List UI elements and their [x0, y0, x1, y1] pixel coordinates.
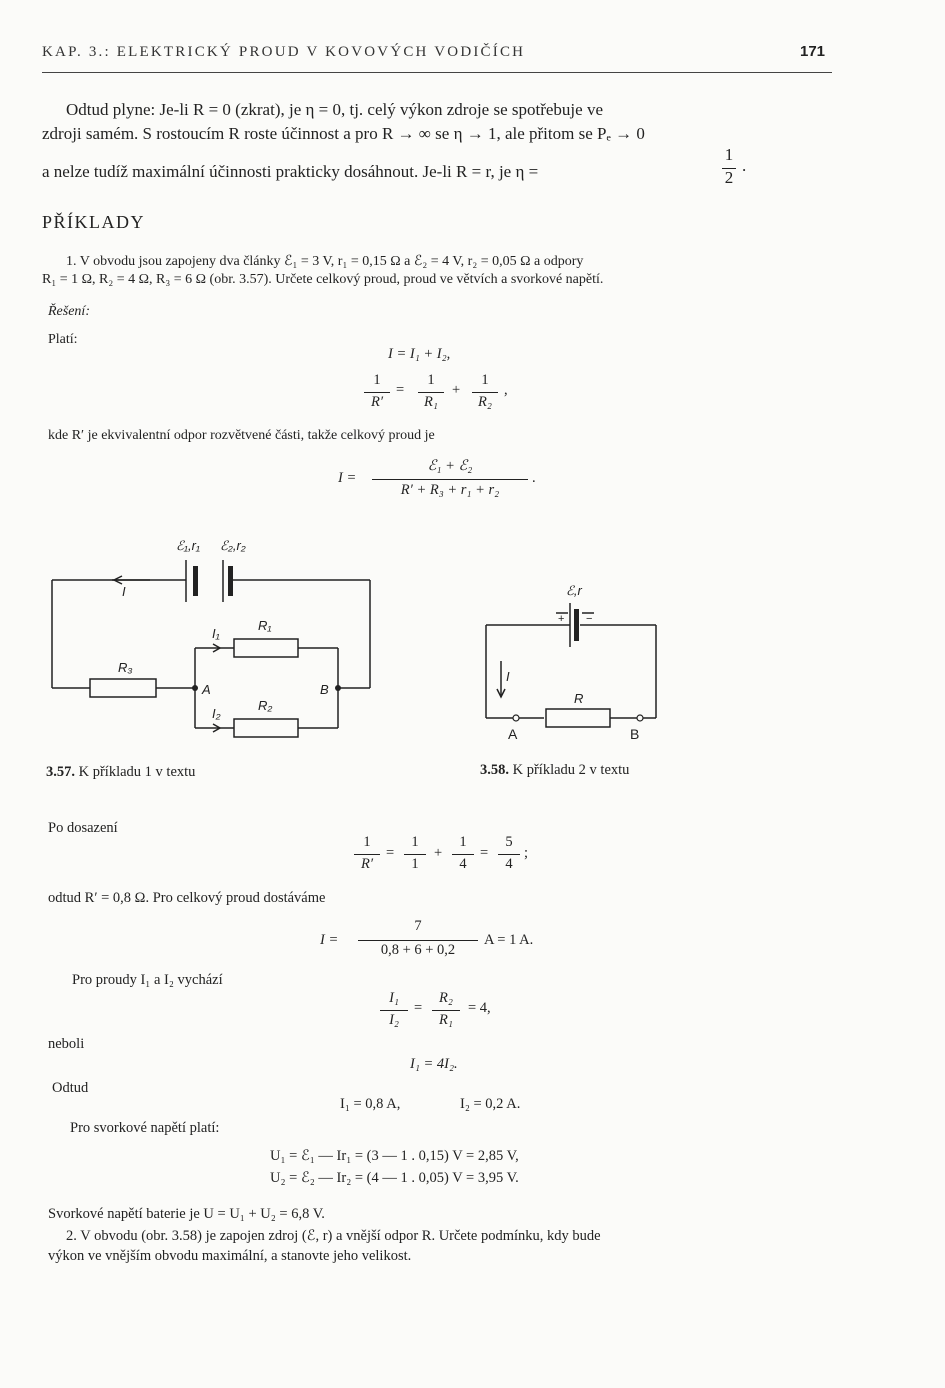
caption-text-357: K příkladu 1 v textu	[78, 764, 196, 780]
eq4-a-bar	[354, 854, 380, 855]
odtud: Odtud	[52, 1080, 89, 1096]
section-title: PŘÍKLADY	[42, 212, 146, 232]
eq3-den: R′ + R₃ + r₁ + r₂	[400, 482, 500, 498]
label-r3: R₃	[118, 660, 133, 675]
eq4-a-num: 1	[363, 834, 371, 850]
eq2-b-den: R₂	[478, 394, 492, 410]
svorkove-napeti: Svorkové napětí baterie je U = U₁ + U₂ = 6,8 V.	[48, 1206, 325, 1222]
eq2-a-bar	[418, 392, 444, 393]
example1-line-1: 1. V obvodu jsou zapojeny dva články ℰ₁ = 3 V, r₁ = 0,15 Ω a ℰ₂ = 4 V, r₂ = 0,05 Ω a odpory	[66, 254, 584, 269]
eq2-lhs-num: 1	[373, 372, 381, 388]
eq9a: U₁ = ℰ₁ — Ir₁ = (3 — 1 . 0,15) V = 2,85 V,	[270, 1148, 519, 1164]
eta-frac-num: 1	[724, 145, 734, 164]
intro-line-2: zdroji samém. S rostoucím R roste účinnost a pro R → ∞ se η → 1, ale přitom se Pₑ → 0	[42, 124, 645, 143]
label-plus: +	[558, 613, 565, 625]
intro-line-3: a nelze tudíž maximální účinnosti prakticky dosáhnout. Je-li R = r, je η =	[42, 162, 539, 181]
kde-text: kde R′ je ekvivalentní odpor rozvětvené části, takže celkový proud je	[48, 428, 435, 443]
eq4-tail: ;	[524, 845, 529, 861]
figure-3-57-caption	[46, 764, 195, 781]
eq2-a-num: 1	[427, 372, 435, 388]
node-a-dot	[192, 685, 198, 691]
header-rule	[42, 72, 832, 73]
label-b: B	[320, 682, 329, 697]
eq4-c-bar	[452, 854, 474, 855]
eq3-lhs: I =	[338, 470, 357, 486]
label-a: A	[508, 726, 518, 742]
eq5-bar	[358, 940, 478, 941]
example1-line-2: R₁ = 1 Ω, R₂ = 4 Ω, R₃ = 6 Ω (obr. 3.57). Určete celkový proud, proud ve větvích a svorkové napětí.	[42, 272, 604, 287]
eq5-lhs: I =	[320, 932, 339, 948]
eq3-tail: .	[532, 470, 536, 486]
eq4-plus: +	[434, 845, 443, 861]
eta-frac-tail: .	[742, 156, 747, 175]
label-minus: −	[586, 613, 593, 625]
neboli: neboli	[48, 1036, 85, 1052]
eq6-eq: =	[414, 1000, 423, 1016]
eq3-bar	[372, 479, 528, 480]
eq6-a-den: I₂	[389, 1012, 399, 1028]
eq2-lhs-den: R′	[370, 394, 384, 410]
label-er: ℰ,r	[566, 583, 582, 598]
eq9b: U₂ = ℰ₂ — Ir₂ = (4 — 1 . 0,05) V = 3,95 V.	[270, 1170, 519, 1186]
page-number: 171	[800, 43, 826, 60]
eq4-d-den: 4	[505, 856, 513, 872]
label-r: R	[574, 691, 584, 706]
label-r1: R₁	[258, 618, 272, 633]
eta-frac-den: 2	[724, 168, 734, 187]
equation-current-sum: I = I₁ + I₂,	[388, 346, 451, 362]
eq4-b-num: 1	[411, 834, 419, 850]
label-i: I	[506, 669, 510, 684]
node-b-terminal	[637, 715, 643, 721]
pro-proudy: Pro proudy I₁ a I₂ vychází	[72, 972, 223, 988]
eq5-tail: A = 1 A.	[484, 932, 534, 948]
eq3-num: ℰ₁ + ℰ₂	[427, 458, 473, 474]
eq2-b-bar	[472, 392, 498, 393]
eq4-c-num: 1	[459, 834, 467, 850]
eq6-b-den: R₁	[439, 1012, 453, 1028]
eq8a: I₁ = 0,8 A,	[340, 1096, 401, 1112]
label-b: B	[630, 726, 640, 742]
eq6-b-num: R₂	[439, 990, 453, 1006]
eq4-c-den: 4	[459, 856, 467, 872]
caption-number-357: 3.57.	[46, 764, 75, 780]
example2-line-1: 2. V obvodu (obr. 3.58) je zapojen zdroj (ℰ, r) a vnější odpor R. Určete podmínku, kdy bude	[66, 1228, 601, 1244]
eq4-eq2: =	[480, 845, 489, 861]
node-a-terminal	[513, 715, 519, 721]
running-header: KAP. 3.: ELEKTRICKÝ PROUD V KOVOVÝCH VODIČÍCH	[42, 44, 526, 60]
label-i2: I₂	[212, 706, 221, 721]
eq2-b-num: 1	[481, 372, 489, 388]
figure-3-58-caption	[480, 762, 629, 779]
eq2-lhs-bar	[364, 392, 390, 393]
node-b-dot	[335, 685, 341, 691]
solution-label: Řešení:	[48, 304, 90, 319]
plati-text: Platí:	[48, 332, 78, 347]
label-r2: R₂	[258, 698, 273, 713]
odtud-r: odtud R′ = 0,8 Ω. Pro celkový proud dostáváme	[48, 890, 326, 906]
eq5-num: 7	[414, 918, 422, 934]
label-i: I	[122, 584, 126, 599]
caption-number-358: 3.58.	[480, 762, 509, 778]
eq5-den: 0,8 + 6 + 0,2	[380, 942, 456, 958]
intro-line-1: Odtud plyne: Je-li R = 0 (zkrat), je η = 0, tj. celý výkon zdroje se spotřebuje ve	[66, 100, 603, 119]
eq6-tail: = 4,	[468, 1000, 491, 1016]
label-a: A	[202, 682, 211, 697]
eq8b: I₂ = 0,2 A.	[460, 1096, 521, 1112]
eq2-tail: ,	[504, 382, 508, 398]
eq2-a-den: R₁	[424, 394, 438, 410]
eq6-a-bar	[380, 1010, 408, 1011]
label-i1: I₁	[212, 626, 220, 641]
example2-line-2: výkon ve vnějším obvodu maximální, a stanovte jeho velikost.	[48, 1248, 412, 1264]
po-dosazeni: Po dosazení	[48, 820, 118, 836]
eq2-equals: =	[396, 382, 405, 398]
eq6-a-num: I₁	[389, 990, 399, 1006]
eq6-b-bar	[432, 1010, 460, 1011]
eq4-b-bar	[404, 854, 426, 855]
caption-text-358: K příkladu 2 v textu	[512, 762, 630, 778]
pro-svorkove: Pro svorkové napětí platí:	[70, 1120, 220, 1136]
figure-3-57-circuit	[40, 530, 390, 745]
eq4-d-bar	[498, 854, 520, 855]
figure-3-58-circuit	[470, 575, 670, 745]
eq4-d-num: 5	[505, 834, 513, 850]
label-e2: ℰ₂,r₂	[220, 538, 246, 553]
eq4-a-den: R′	[360, 856, 374, 872]
label-e1: ℰ₁,r₁	[176, 538, 201, 553]
eq2-plus: +	[452, 382, 461, 398]
eq4-eq1: =	[386, 845, 395, 861]
eq7: I₁ = 4I₂.	[410, 1056, 458, 1072]
eq4-b-den: 1	[411, 856, 419, 872]
